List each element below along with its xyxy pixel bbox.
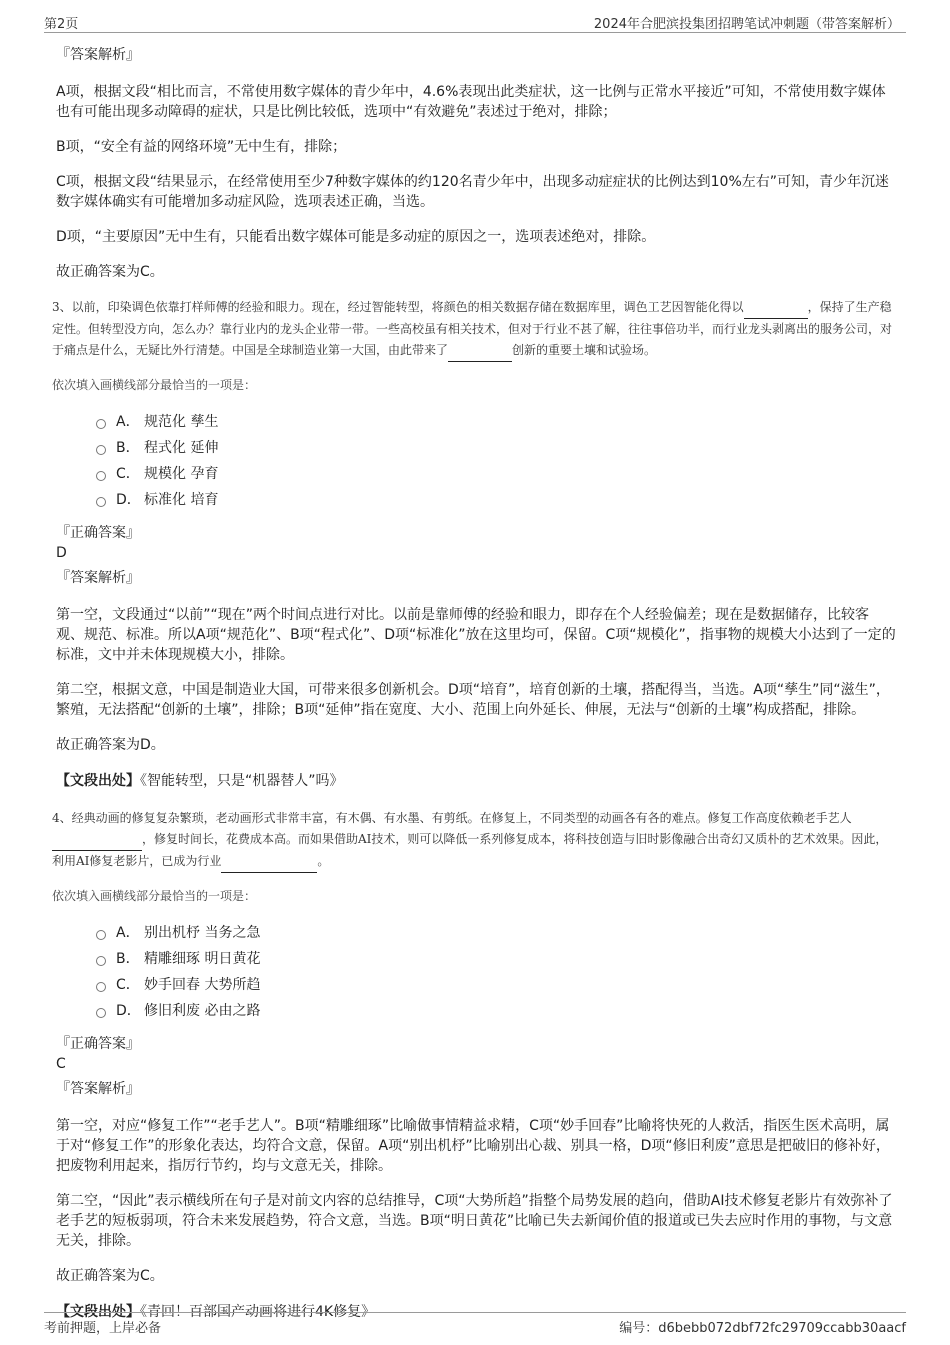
- question-prompt: 依次填入画横线部分最恰当的一项是：: [52, 378, 257, 392]
- conclusion: 故正确答案为C。: [56, 1268, 164, 1284]
- footer-slogan: 考前押题，上岸必备: [44, 1321, 162, 1336]
- radio-icon[interactable]: [96, 1008, 106, 1018]
- analysis-paragraph: B项，“安全有益的网络环境”无中生有，排除；: [56, 139, 347, 155]
- fill-blank: [744, 297, 808, 319]
- analysis-paragraph: 第二空，根据文意，中国是制造业大国，可带来很多创新机会。D项“培育”，培育创新的土壤，搭配得当，当选。A项“孳生”同“滋生”，繁殖，无法搭配“创新的土壤”，排除；B项“延伸”指在宽度、大小、范围上向外延长、伸展，无法与“创新的土壤”构成搭配，排除。: [56, 682, 890, 718]
- document-id: 编号：d6bebb072dbf72fc29709ccabb30aacf: [619, 1321, 906, 1336]
- option-a[interactable]: A． 别出机杼 当务之急: [96, 920, 896, 946]
- radio-icon[interactable]: [96, 471, 106, 481]
- analysis-paragraph: 第二空，“因此”表示横线所在句子是对前文内容的总结推导，C项“大势所趋”指整个局势发展的趋向，借助AI技术修复老影片有效弥补了老手艺的短板弱项，符合未来发展趋势，符合文意，当选。B项“明日黄花”比喻已失去新闻价值的报道或已失去应时作用的事物，与文意无关，排除。: [56, 1193, 893, 1249]
- page-header: [44, 10, 906, 33]
- options-list: [96, 409, 896, 513]
- conclusion: 故正确答案为D。: [56, 737, 165, 753]
- source-citation: 【文段出处】《青回！百部国产动画将进行4K修复》: [56, 1304, 376, 1320]
- radio-icon[interactable]: [96, 497, 106, 507]
- analysis-label: 『答案解析』: [56, 47, 140, 63]
- fill-blank: [448, 340, 512, 362]
- page-content: [52, 44, 896, 1320]
- analysis-label: 『答案解析』: [56, 570, 140, 586]
- answer-value: C: [56, 1056, 66, 1072]
- option-b[interactable]: B． 程式化 延伸: [96, 435, 896, 461]
- radio-icon[interactable]: [96, 419, 106, 429]
- question-prompt: 依次填入画横线部分最恰当的一项是：: [52, 889, 257, 903]
- fill-blank: [52, 829, 142, 851]
- option-b[interactable]: B． 精雕细琢 明日黄花: [96, 946, 896, 972]
- question-4-text: 4、经典动画的修复复杂繁琐，老动画形式非常丰富，有木偶、有水墨、有剪纸。在修复上，不同类型的动画各有各的难点。修复工作高度依赖老手艺人 ，修复时间长，花费成本高。而如果借助AI技术，则可以降低一系列修复成本，将科技创造与旧时影像融合出奇幻又质朴的艺术效果。因此，利用AI修复老影片，已成为行业 。: [52, 808, 896, 873]
- analysis-paragraph: A项，根据文段“相比而言，不常使用数字媒体的青少年中，4.6%表现出此类症状，这一比例与正常水平接近”可知，不常使用数字媒体也有可能出现多动障碍的症状，只是比例比较低，选项中“有效避免”表述过于绝对，排除；: [56, 84, 886, 120]
- answer-label: 『正确答案』: [56, 1036, 140, 1052]
- analysis-label: 『答案解析』: [56, 1081, 140, 1097]
- conclusion: 故正确答案为C。: [56, 264, 164, 280]
- answer-label: 『正确答案』: [56, 525, 140, 541]
- fill-blank: [221, 851, 317, 873]
- option-a[interactable]: A． 规范化 孳生: [96, 409, 896, 435]
- source-citation: 【文段出处】《智能转型，只是“机器替人”吗》: [56, 773, 344, 789]
- answer-value: D: [56, 545, 67, 561]
- page-number: 第2页: [44, 17, 79, 32]
- option-d[interactable]: D． 修旧利废 必由之路: [96, 998, 896, 1024]
- option-c[interactable]: C． 规模化 孕育: [96, 461, 896, 487]
- radio-icon[interactable]: [96, 930, 106, 940]
- analysis-paragraph: D项，“主要原因”无中生有，只能看出数字媒体可能是多动症的原因之一，选项表述绝对，排除。: [56, 229, 656, 245]
- options-list: [96, 920, 896, 1024]
- document-title: 2024年合肥滨投集团招聘笔试冲刺题（带答案解析）: [593, 17, 900, 32]
- radio-icon[interactable]: [96, 956, 106, 966]
- analysis-paragraph: C项，根据文段“结果显示，在经常使用至少7种数字媒体的约120名青少年中，出现多动症症状的比例达到10%左右”可知，青少年沉迷数字媒体确实有可能增加多动症风险，选项表述正确，当选。: [56, 174, 890, 210]
- analysis-paragraph: 第一空，文段通过“以前”“现在”两个时间点进行对比。以前是靠师傅的经验和眼力，即存在个人经验偏差；现在是数据储存，比较客观、规范、标准。所以A项“规范化”、B项“程式化”、D项“标准化”放在这里均可，保留。C项“规模化”，指事物的规模大小达到了一定的标准，文中并未体现规模大小，排除。: [56, 607, 896, 663]
- analysis-paragraph: 第一空，对应“修复工作”“老手艺人”。B项“精雕细琢”比喻做事情精益求精，C项“妙手回春”比喻将快死的人救活，指医生医术高明，属于对“修复工作”的形象化表达，均符合文意，保留。A项“别出机杼”比喻别出心裁、别具一格，D项“修旧利废”意思是把破旧的修补好，把废物利用起来，指厉行节约，均与文意无关，排除。: [56, 1118, 890, 1174]
- option-c[interactable]: C． 妙手回春 大势所趋: [96, 972, 896, 998]
- question-3-text: 3、以前，印染调色依靠打样师傅的经验和眼力。现在，经过智能转型，将颜色的相关数据存储在数据库里，调色工艺因智能化得以 ，保持了生产稳定性。但转型没方向，怎么办？靠行业内的龙头企业带一带。一些高校虽有相关技术，但对于行业不甚了解，往往事倍功半，而行业龙头剥离出的服务公司，对于痛点是什么，无疑比外行清楚。中国是全球制造业第一大国，由此带来了 创新的重要土壤和试验场。: [52, 297, 896, 362]
- radio-icon[interactable]: [96, 445, 106, 455]
- radio-icon[interactable]: [96, 982, 106, 992]
- option-d[interactable]: D． 标准化 培育: [96, 487, 896, 513]
- page-footer: [44, 1312, 906, 1335]
